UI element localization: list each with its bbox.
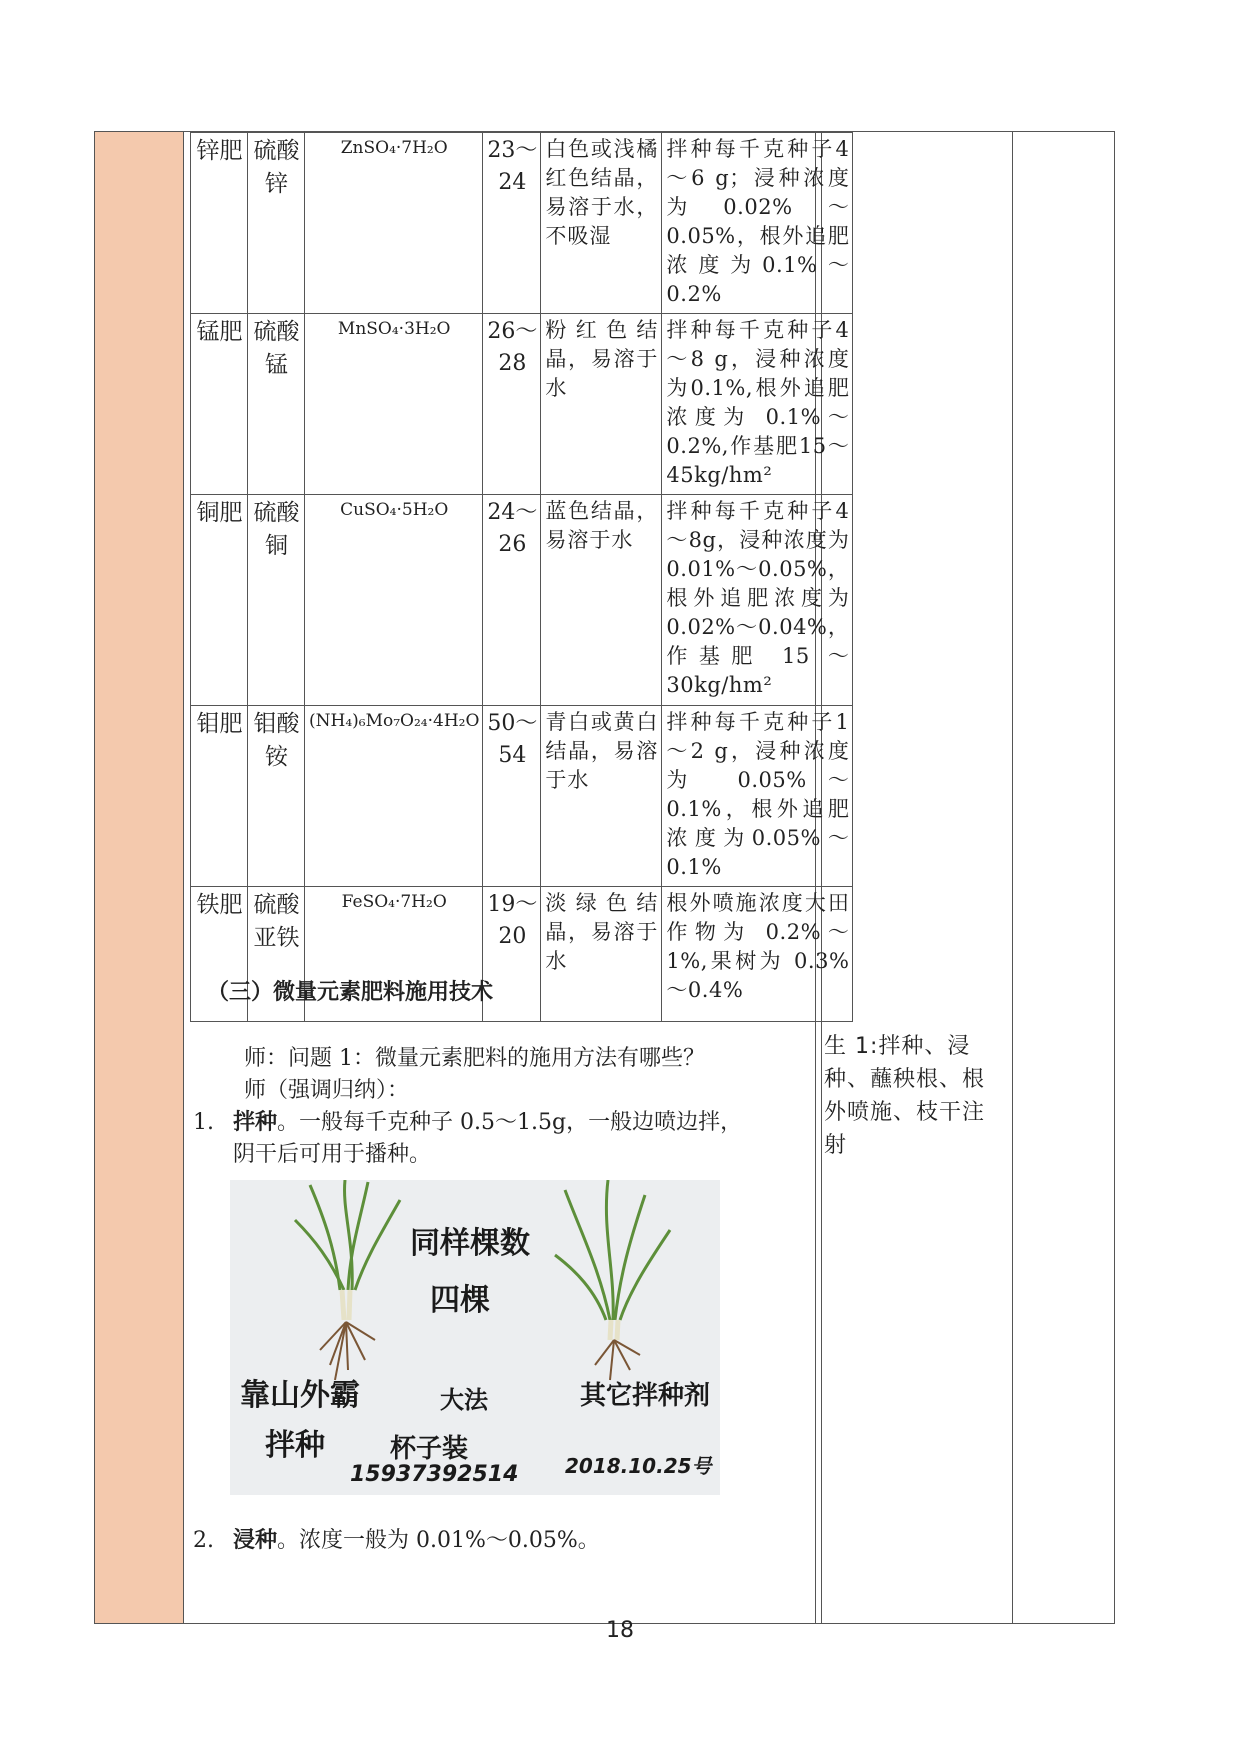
properties: 青白或黄白结晶，易溶于水	[541, 706, 662, 887]
method-text-continued: 阴干后可用于播种。	[233, 1142, 432, 1167]
notes-column	[1012, 132, 1114, 1623]
compound-name: 硫酸锌	[248, 133, 305, 314]
method-item	[193, 1107, 813, 1139]
element-content: 26～28	[483, 314, 541, 495]
chemical-formula: (NH₄)₆Mo₇O₂₄·4H₂O	[305, 706, 483, 887]
photo-label: 同样棵数	[410, 1226, 530, 1261]
photo-label: 杯子装	[390, 1434, 469, 1464]
method-text: 。一般每千克种子 0.5～1.5g，一般边喷边拌，	[277, 1110, 743, 1135]
stage-column	[95, 132, 184, 1623]
method-item	[193, 1525, 813, 1557]
method-text: 。浓度一般为 0.01%～0.05%。	[277, 1528, 600, 1553]
properties: 淡绿色结晶，易溶于水	[541, 887, 662, 1022]
chemical-formula: CuSO₄·5H₂O	[305, 495, 483, 706]
element-content: 50～54	[483, 706, 541, 887]
element-content: 24～26	[483, 495, 541, 706]
usage: 拌种每千克种子4～8g，浸种浓度为0.01%～0.05%，根外追肥浓度为0.02%～0.04%，作基肥 15 ～30kg/hm²	[662, 495, 853, 706]
photo-label: 15937392514	[350, 1462, 519, 1487]
section-title: （三）微量元素肥料施用技术	[207, 980, 494, 1005]
properties: 粉红色结晶，易溶于水	[541, 314, 662, 495]
photo-label: 大法	[440, 1386, 488, 1414]
compound-name: 钼酸铵	[248, 706, 305, 887]
item-number: 1.	[193, 1110, 214, 1135]
fertilizer-table	[190, 132, 853, 1022]
table-row	[191, 495, 853, 706]
chemical-formula: ZnSO₄·7H₂O	[305, 133, 483, 314]
fertilizer-name: 钼肥	[191, 706, 248, 887]
photo-label: 2018.10.25号	[565, 1454, 712, 1478]
compound-name: 硫酸铜	[248, 495, 305, 706]
usage: 拌种每千克种子1～2 g，浸种浓度为 0.05%～0.1%，根外追肥浓度为0.05%～0.1%	[662, 706, 853, 887]
photo-label: 四棵	[430, 1283, 490, 1318]
chemical-formula: FeSO₄·7H₂O	[305, 887, 483, 1022]
element-content: 19～20	[483, 887, 541, 1022]
usage: 根外喷施浓度大田作物为 0.2%～1%,果树为 0.3%～0.4%	[662, 887, 853, 1022]
properties: 蓝色结晶，易溶于水	[541, 495, 662, 706]
teacher-summary: 师（强调归纳）：	[244, 1078, 410, 1103]
seedling-photo	[230, 1180, 720, 1495]
method-term: 浸种	[233, 1528, 278, 1553]
photo-label: 其它拌种剂	[580, 1381, 711, 1411]
fertilizer-name: 锌肥	[191, 133, 248, 314]
item-number: 2.	[193, 1528, 214, 1553]
properties: 白色或浅橘红色结晶，易溶于水，不吸湿	[541, 133, 662, 314]
page-number: 18	[606, 1618, 634, 1643]
fertilizer-name: 铜肥	[191, 495, 248, 706]
compound-name: 硫酸锰	[248, 314, 305, 495]
student-answer: 生 1:拌种、浸种、蘸秧根、根外喷施、枝干注射	[824, 1034, 986, 1158]
fertilizer-name: 铁肥	[191, 887, 248, 1022]
usage: 拌种每千克种子4～6 g；浸种浓度为0.02%～0.05%，根外追肥浓度为0.1%～0.2%	[662, 133, 853, 314]
method-term: 拌种	[233, 1110, 278, 1135]
compound-name: 硫酸亚铁	[248, 887, 305, 1022]
teacher-question: 师：问题 1：微量元素肥料的施用方法有哪些？	[244, 1046, 705, 1071]
chemical-formula: MnSO₄·3H₂O	[305, 314, 483, 495]
element-content: 23～24	[483, 133, 541, 314]
photo-label: 拌种	[265, 1428, 325, 1463]
table-row	[191, 706, 853, 887]
table-row	[191, 133, 853, 314]
table-row	[191, 314, 853, 495]
usage: 拌种每千克种子4～8 g，浸种浓度为0.1%,根外追肥浓度为 0.1%～0.2%,作基肥15～45kg/hm²	[662, 314, 853, 495]
fertilizer-name: 锰肥	[191, 314, 248, 495]
photo-label: 靠山外霸	[240, 1378, 360, 1413]
